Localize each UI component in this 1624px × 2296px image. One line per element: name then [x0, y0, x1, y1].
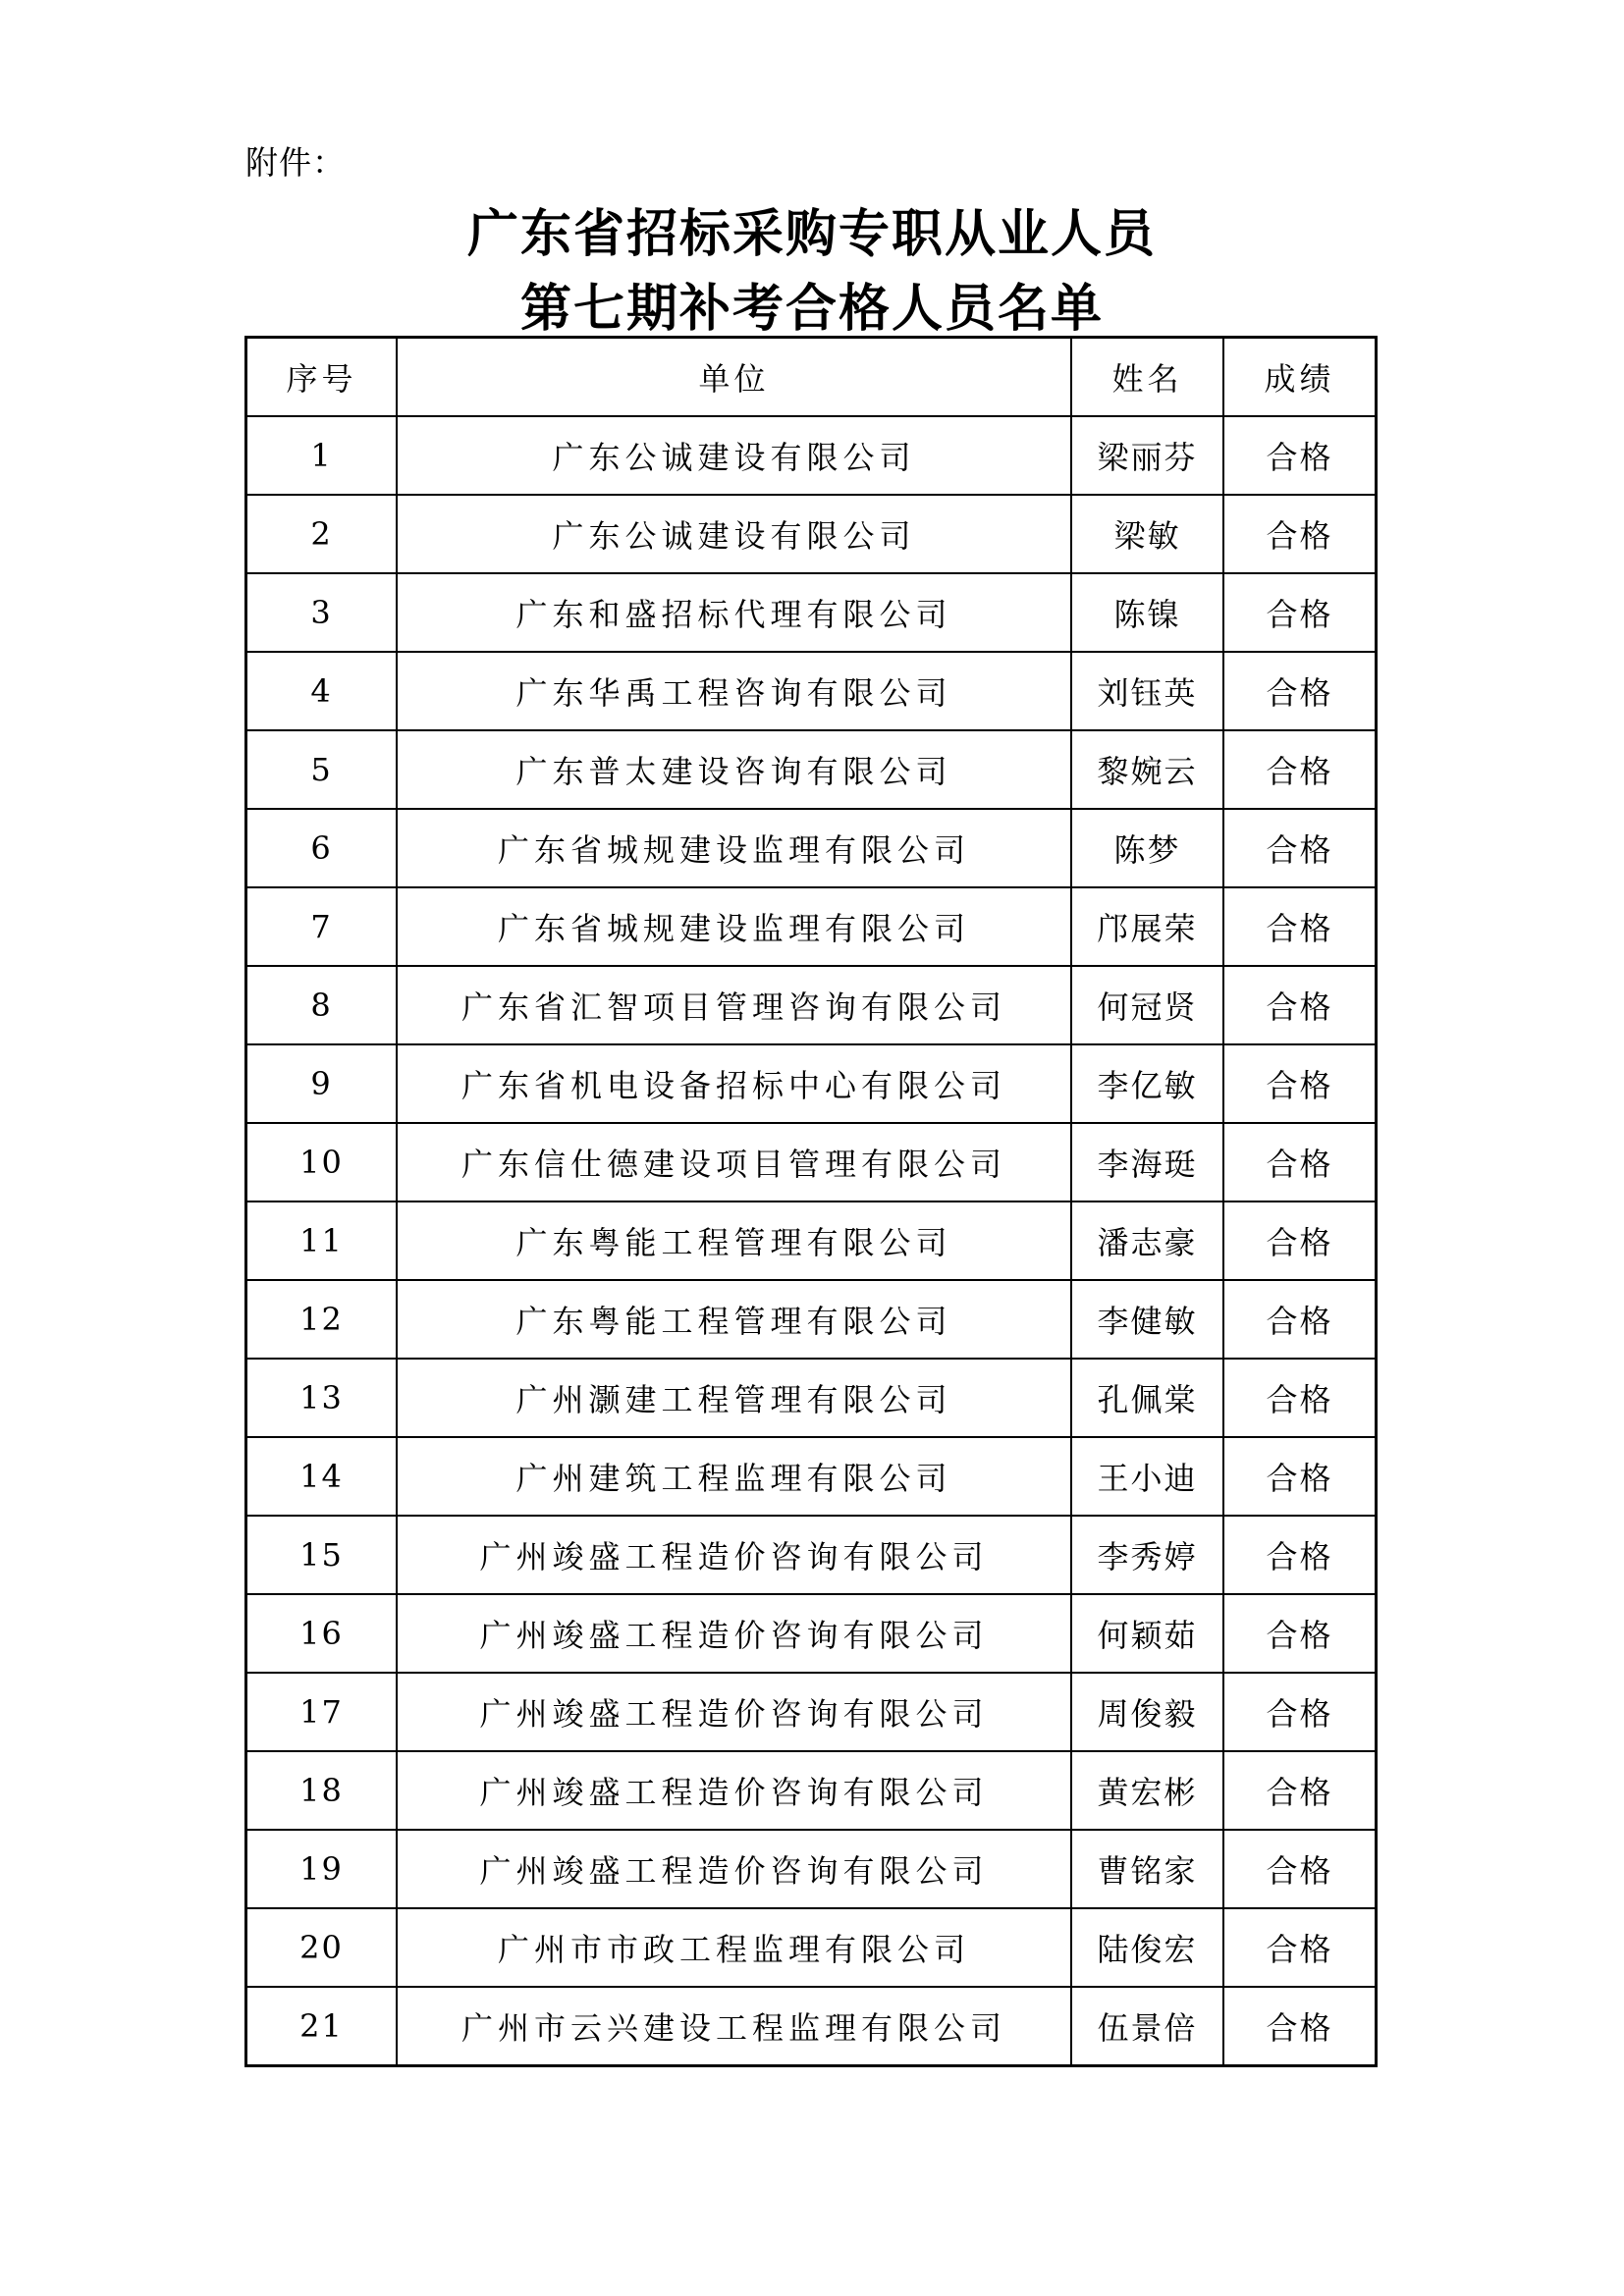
table-row: [246, 1673, 1376, 1751]
cell-score: 合格: [1223, 495, 1376, 573]
cell-seq: 15: [246, 1516, 397, 1594]
table-header: [246, 338, 1376, 416]
table-row: [246, 809, 1376, 887]
cell-score: 合格: [1223, 416, 1376, 495]
cell-score: 合格: [1223, 1044, 1376, 1123]
cell-seq: 18: [246, 1751, 397, 1830]
cell-name: 何颖茹: [1071, 1594, 1223, 1673]
cell-unit: 广东公诚建设有限公司: [397, 416, 1071, 495]
cell-name: 王小迪: [1071, 1437, 1223, 1516]
cell-unit: 广州竣盛工程造价咨询有限公司: [397, 1594, 1071, 1673]
cell-seq: 2: [246, 495, 397, 573]
cell-unit: 广州竣盛工程造价咨询有限公司: [397, 1516, 1071, 1594]
cell-score: 合格: [1223, 1908, 1376, 1987]
cell-unit: 广东华禹工程咨询有限公司: [397, 652, 1071, 730]
cell-score: 合格: [1223, 1673, 1376, 1751]
table-row: [246, 652, 1376, 730]
cell-score: 合格: [1223, 573, 1376, 652]
qualified-personnel-table: [245, 337, 1377, 2066]
table-row: [246, 730, 1376, 809]
cell-seq: 5: [246, 730, 397, 809]
cell-seq: 9: [246, 1044, 397, 1123]
table-row: [246, 966, 1376, 1044]
cell-score: 合格: [1223, 1201, 1376, 1280]
cell-name: 刘钰英: [1071, 652, 1223, 730]
cell-unit: 广州灏建工程管理有限公司: [397, 1359, 1071, 1437]
cell-unit: 广州建筑工程监理有限公司: [397, 1437, 1071, 1516]
header-unit: 单位: [397, 338, 1071, 416]
table-body: [246, 416, 1376, 2065]
cell-seq: 7: [246, 887, 397, 966]
cell-score: 合格: [1223, 730, 1376, 809]
table-row: [246, 573, 1376, 652]
cell-seq: 1: [246, 416, 397, 495]
cell-seq: 13: [246, 1359, 397, 1437]
table-row: [246, 1280, 1376, 1359]
cell-seq: 12: [246, 1280, 397, 1359]
table-row: [246, 1751, 1376, 1830]
cell-unit: 广东和盛招标代理有限公司: [397, 573, 1071, 652]
cell-unit: 广东普太建设咨询有限公司: [397, 730, 1071, 809]
cell-seq: 3: [246, 573, 397, 652]
cell-score: 合格: [1223, 1594, 1376, 1673]
table-row: [246, 1201, 1376, 1280]
table-row: [246, 416, 1376, 495]
cell-seq: 16: [246, 1594, 397, 1673]
cell-score: 合格: [1223, 1437, 1376, 1516]
document-title-line-2: 第七期补考合格人员名单: [519, 279, 1104, 339]
cell-score: 合格: [1223, 1280, 1376, 1359]
cell-name: 陈镍: [1071, 573, 1223, 652]
cell-unit: 广州竣盛工程造价咨询有限公司: [397, 1830, 1071, 1908]
cell-name: 李健敏: [1071, 1280, 1223, 1359]
cell-name: 黄宏彬: [1071, 1751, 1223, 1830]
cell-unit: 广东粤能工程管理有限公司: [397, 1201, 1071, 1280]
cell-unit: 广东省汇智项目管理咨询有限公司: [397, 966, 1071, 1044]
cell-name: 何冠贤: [1071, 966, 1223, 1044]
table-row: [246, 1437, 1376, 1516]
header-name: 姓名: [1071, 338, 1223, 416]
cell-unit: 广州市云兴建设工程监理有限公司: [397, 1987, 1071, 2065]
cell-name: 李亿敏: [1071, 1044, 1223, 1123]
cell-unit: 广州竣盛工程造价咨询有限公司: [397, 1751, 1071, 1830]
table-row: [246, 1908, 1376, 1987]
cell-name: 黎婉云: [1071, 730, 1223, 809]
table-row: [246, 1359, 1376, 1437]
cell-name: 陆俊宏: [1071, 1908, 1223, 1987]
cell-name: 孔佩棠: [1071, 1359, 1223, 1437]
header-score: 成绩: [1223, 338, 1376, 416]
table-row: [246, 1123, 1376, 1201]
cell-name: 梁丽芬: [1071, 416, 1223, 495]
cell-score: 合格: [1223, 809, 1376, 887]
cell-score: 合格: [1223, 652, 1376, 730]
cell-score: 合格: [1223, 1751, 1376, 1830]
table-row: [246, 1594, 1376, 1673]
cell-seq: 20: [246, 1908, 397, 1987]
cell-unit: 广东省城规建设监理有限公司: [397, 887, 1071, 966]
cell-seq: 19: [246, 1830, 397, 1908]
cell-name: 曹铭家: [1071, 1830, 1223, 1908]
cell-score: 合格: [1223, 1123, 1376, 1201]
cell-seq: 21: [246, 1987, 397, 2065]
table-row: [246, 1044, 1376, 1123]
cell-unit: 广州竣盛工程造价咨询有限公司: [397, 1673, 1071, 1751]
table-row: [246, 1830, 1376, 1908]
cell-seq: 6: [246, 809, 397, 887]
cell-name: 李海珽: [1071, 1123, 1223, 1201]
cell-score: 合格: [1223, 966, 1376, 1044]
cell-score: 合格: [1223, 1830, 1376, 1908]
table-row: [246, 1987, 1376, 2065]
cell-name: 梁敏: [1071, 495, 1223, 573]
cell-name: 潘志豪: [1071, 1201, 1223, 1280]
document-title-line-1: 广东省招标采购专职从业人员: [466, 204, 1157, 264]
cell-unit: 广州市市政工程监理有限公司: [397, 1908, 1071, 1987]
cell-seq: 11: [246, 1201, 397, 1280]
table-row: [246, 887, 1376, 966]
table-row: [246, 495, 1376, 573]
cell-unit: 广东公诚建设有限公司: [397, 495, 1071, 573]
cell-seq: 4: [246, 652, 397, 730]
cell-name: 邝展荣: [1071, 887, 1223, 966]
attachment-label: 附件：: [245, 143, 346, 182]
cell-seq: 10: [246, 1123, 397, 1201]
cell-score: 合格: [1223, 887, 1376, 966]
cell-name: 周俊毅: [1071, 1673, 1223, 1751]
table-header-row: [246, 338, 1376, 416]
cell-name: 陈梦: [1071, 809, 1223, 887]
cell-unit: 广东信仕德建设项目管理有限公司: [397, 1123, 1071, 1201]
header-seq: 序号: [246, 338, 397, 416]
table-row: [246, 1516, 1376, 1594]
cell-score: 合格: [1223, 1516, 1376, 1594]
cell-unit: 广东省城规建设监理有限公司: [397, 809, 1071, 887]
cell-unit: 广东省机电设备招标中心有限公司: [397, 1044, 1071, 1123]
cell-seq: 8: [246, 966, 397, 1044]
cell-score: 合格: [1223, 1987, 1376, 2065]
cell-name: 李秀婷: [1071, 1516, 1223, 1594]
cell-unit: 广东粤能工程管理有限公司: [397, 1280, 1071, 1359]
cell-score: 合格: [1223, 1359, 1376, 1437]
cell-seq: 17: [246, 1673, 397, 1751]
cell-seq: 14: [246, 1437, 397, 1516]
cell-name: 伍景倍: [1071, 1987, 1223, 2065]
